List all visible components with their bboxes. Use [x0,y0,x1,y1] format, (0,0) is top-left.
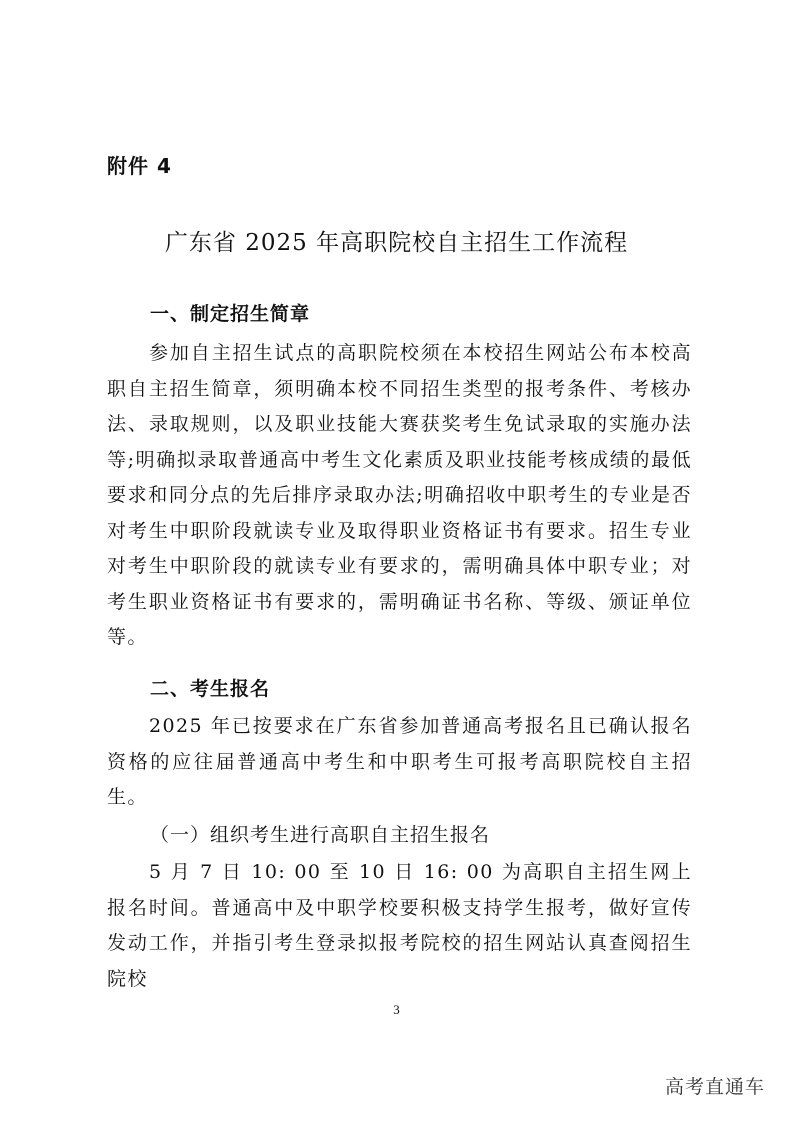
subsection1-heading: （一）组织考生进行高职自主招生报名 [150,824,491,846]
subsection1-paragraph: 5 月 7 日 10: 00 至 10 日 16: 00 为高职自主招生网上报名时间。普通高中及中职学校要积极支持学生报考，做好宣传发动工作，并指引考生登录拟报考院校的招生网站认真查阅招生院校 [107,861,692,990]
section2-heading: 二、考生报名 [150,678,271,700]
watermark-logo-text: 高考直通车 [664,1076,765,1098]
section1-heading: 一、制定招生简章 [150,303,311,325]
section2-paragraph: 2025 年已按要求在广东省参加普通高考报名且已确认报名资格的应往届普通高中考生和中职考生可报考高职院校自主招生。 [107,715,692,808]
document-title: 广东省 2025 年高职院校自主招生工作流程 [164,230,629,256]
section1-paragraph: 参加自主招生试点的高职院校须在本校招生网站公布本校高职自主招生简章，须明确本校不同招生类型的报考条件、考核办法、录取规则，以及职业技能大赛获奖考生免试录取的实施办法等;明确拟录取普通高中考生文化素质及职业技能考核成绩的最低要求和同分点的先后排序录取办法;明确招收中职考生的专业是否对考生中职阶段就读专业及取得职业资格证书有要求。招生专业对考生中职阶段的就读专业有要求的，需明确具体中职专业；对考生职业资格证书有要求的，需明确证书名称、等级、颁证单位等。 [107,342,692,648]
page-number: 3 [393,1002,400,1017]
attachment-label: 附件 4 [107,154,172,178]
